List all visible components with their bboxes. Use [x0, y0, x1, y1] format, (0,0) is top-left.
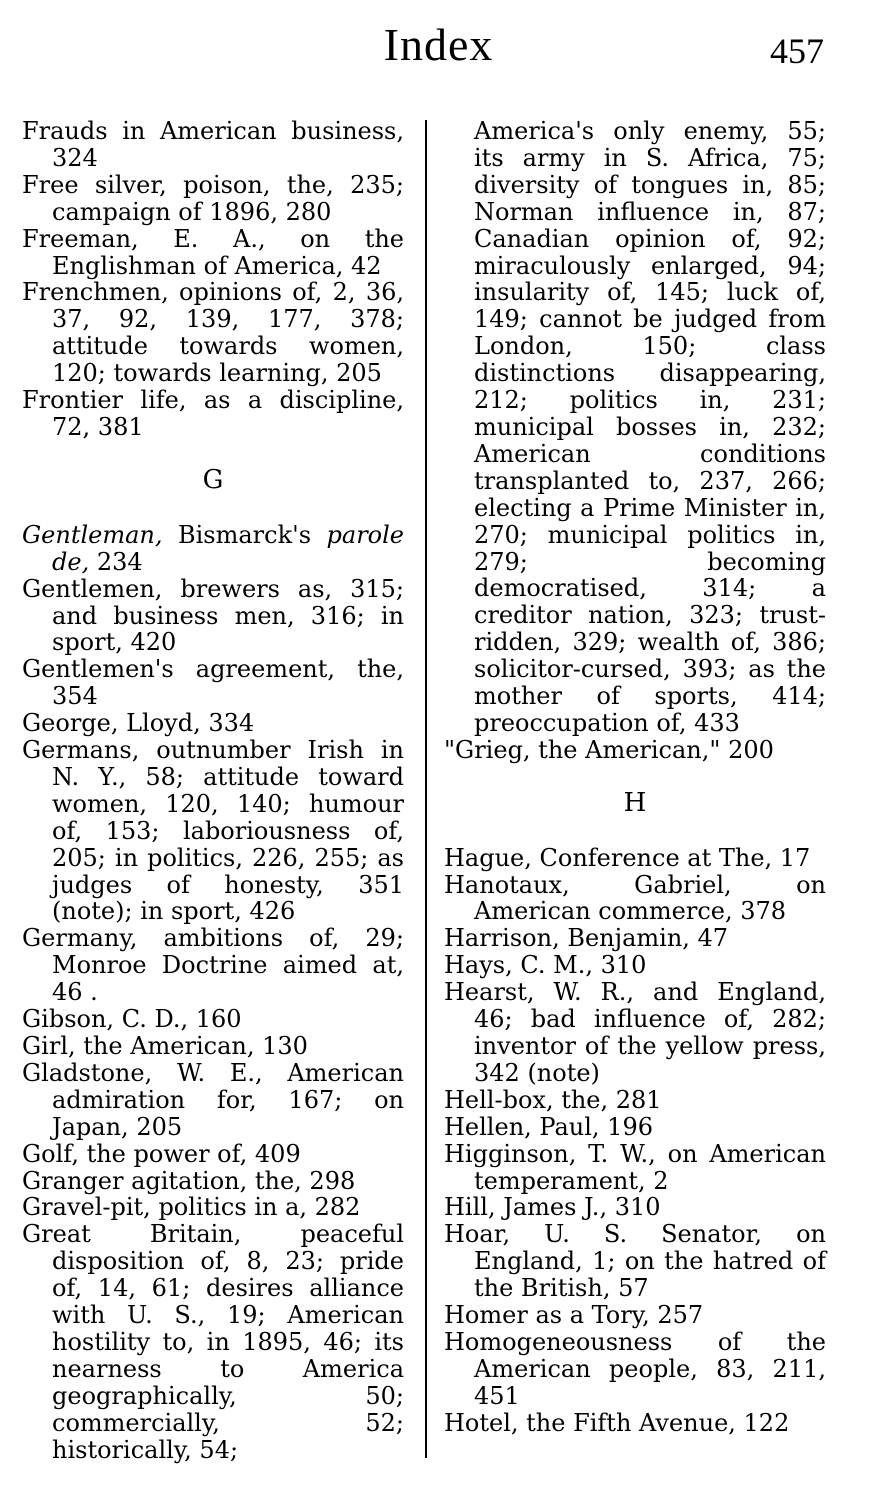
column-divider — [425, 120, 427, 1458]
index-column-right — [444, 118, 826, 1437]
section-letter-h: H — [623, 787, 647, 818]
index-entry: Gravel-pit, politics in a, 282 — [22, 1193, 361, 1222]
index-entry: Golf, the power of, 409 — [22, 1139, 301, 1168]
index-entry: Great Britain, peaceful disposition of, 8, 23; pride of, 14, 61; desires alliance with U. S., 19; American hostility to, in 1895, 46; its nearness to America geographically, 50; commercially, 52; historically, 54; — [22, 1220, 404, 1464]
entry-text: Bismarck's — [162, 520, 327, 549]
index-entry-continuation: America's only enemy, 55; its army in S. Africa, 75; diversity of tongues in, 85; Norman influence in, 87; Canadian opinion of, 92; miraculously enlarged, 94; insularity of, 145; luck of, 149; cannot be judged from London, 150; class distinctions disappearing, 212; politics in, 231; municipal bosses in, 232; American conditions transplanted to, 237, 266; electing a Prime Minister in, 270; municipal politics in, 279; becoming democratised, 314; a creditor nation, 323; trust-ridden, 329; wealth of, 386; solicitor-cursed, 393; as the mother of sports, 414; preoccupation of, 433 — [474, 117, 826, 737]
index-entry: Germans, outnumber Irish in N. Y., 58; attitude toward women, 120, 140; humour of, 153; laboriousness of, 205; in politics, 226, 255; as judges of honesty, 351 (note); in sport, 426 — [22, 736, 404, 926]
index-entry: Germany, ambitions of, 29; Monroe Doctrine aimed at, 46 . — [22, 924, 404, 1007]
page-number: 457 — [770, 31, 824, 71]
index-entry: Hellen, Paul, 196 — [444, 1112, 653, 1141]
index-column-left — [22, 118, 404, 1464]
index-entry: Hays, C. M., 310 — [444, 951, 647, 980]
index-entry-gentleman — [22, 522, 404, 576]
index-entry: Hanotaux, Gabriel, on American commerce, 378 — [444, 870, 826, 926]
index-entry: Frauds in American business, 324 — [22, 117, 404, 172]
index-entry: Hoar, U. S. Senator, on England, 1; on the hatred of the British, 57 — [444, 1220, 826, 1303]
index-entry: Hell-box, the, 281 — [444, 1085, 662, 1114]
index-entry: Freeman, E. A., on the Englishman of America, 42 — [22, 224, 404, 280]
index-entry: Girl, the American, 130 — [22, 1032, 308, 1060]
index-entry: Frenchmen, opinions of, 2, 36, 37, 92, 139, 177, 378; attitude towards women, 120; towards learning, 205 — [22, 278, 404, 388]
index-entry: Hill, James J., 310 — [444, 1193, 661, 1222]
index-entry: Hague, Conference at The, 17 — [444, 843, 811, 872]
page-title: Index — [383, 19, 494, 70]
index-entry: Gladstone, W. E., American admiration for, 167; on Japan, 205 — [22, 1058, 404, 1141]
index-entry: Hearst, W. R., and England, 46; bad influence of, 282; inventor of the yellow press, 342 (note) — [444, 978, 826, 1087]
index-entry: Granger agitation, the, 298 — [22, 1166, 356, 1195]
index-entry: Higginson, T. W., on American temperament, 2 — [444, 1139, 826, 1195]
index-entry: Gentlemen's agreement, the, 354 — [22, 655, 404, 711]
index-entry: Gibson, C. D., 160 — [22, 1005, 242, 1034]
index-entry: "Grieg, the American," 200 — [444, 735, 774, 764]
index-entry: Gentlemen, brewers as, 315; and business men, 316; in sport, 420 — [22, 574, 404, 657]
entry-pages: 234 — [89, 547, 143, 576]
index-entry: Homer as a Tory, 257 — [444, 1301, 704, 1330]
index-entry: Harrison, Benjamin, 47 — [444, 924, 729, 953]
index-entry: Free silver, poison, the, 235; campaign of 1896, 280 — [22, 170, 404, 226]
italic-term: Gentleman, — [22, 520, 163, 549]
section-letter-g: G — [202, 464, 224, 495]
index-entry: George, Lloyd, 334 — [22, 709, 255, 738]
index-entry: Hotel, the Fifth Avenue, 122 — [444, 1408, 790, 1437]
italic-term: parole de, — [52, 520, 404, 576]
index-entry: Frontier life, as a discipline, 72, 381 — [22, 386, 404, 441]
index-entry: Homogeneousness of the American people, 83, 211, 451 — [444, 1327, 826, 1410]
